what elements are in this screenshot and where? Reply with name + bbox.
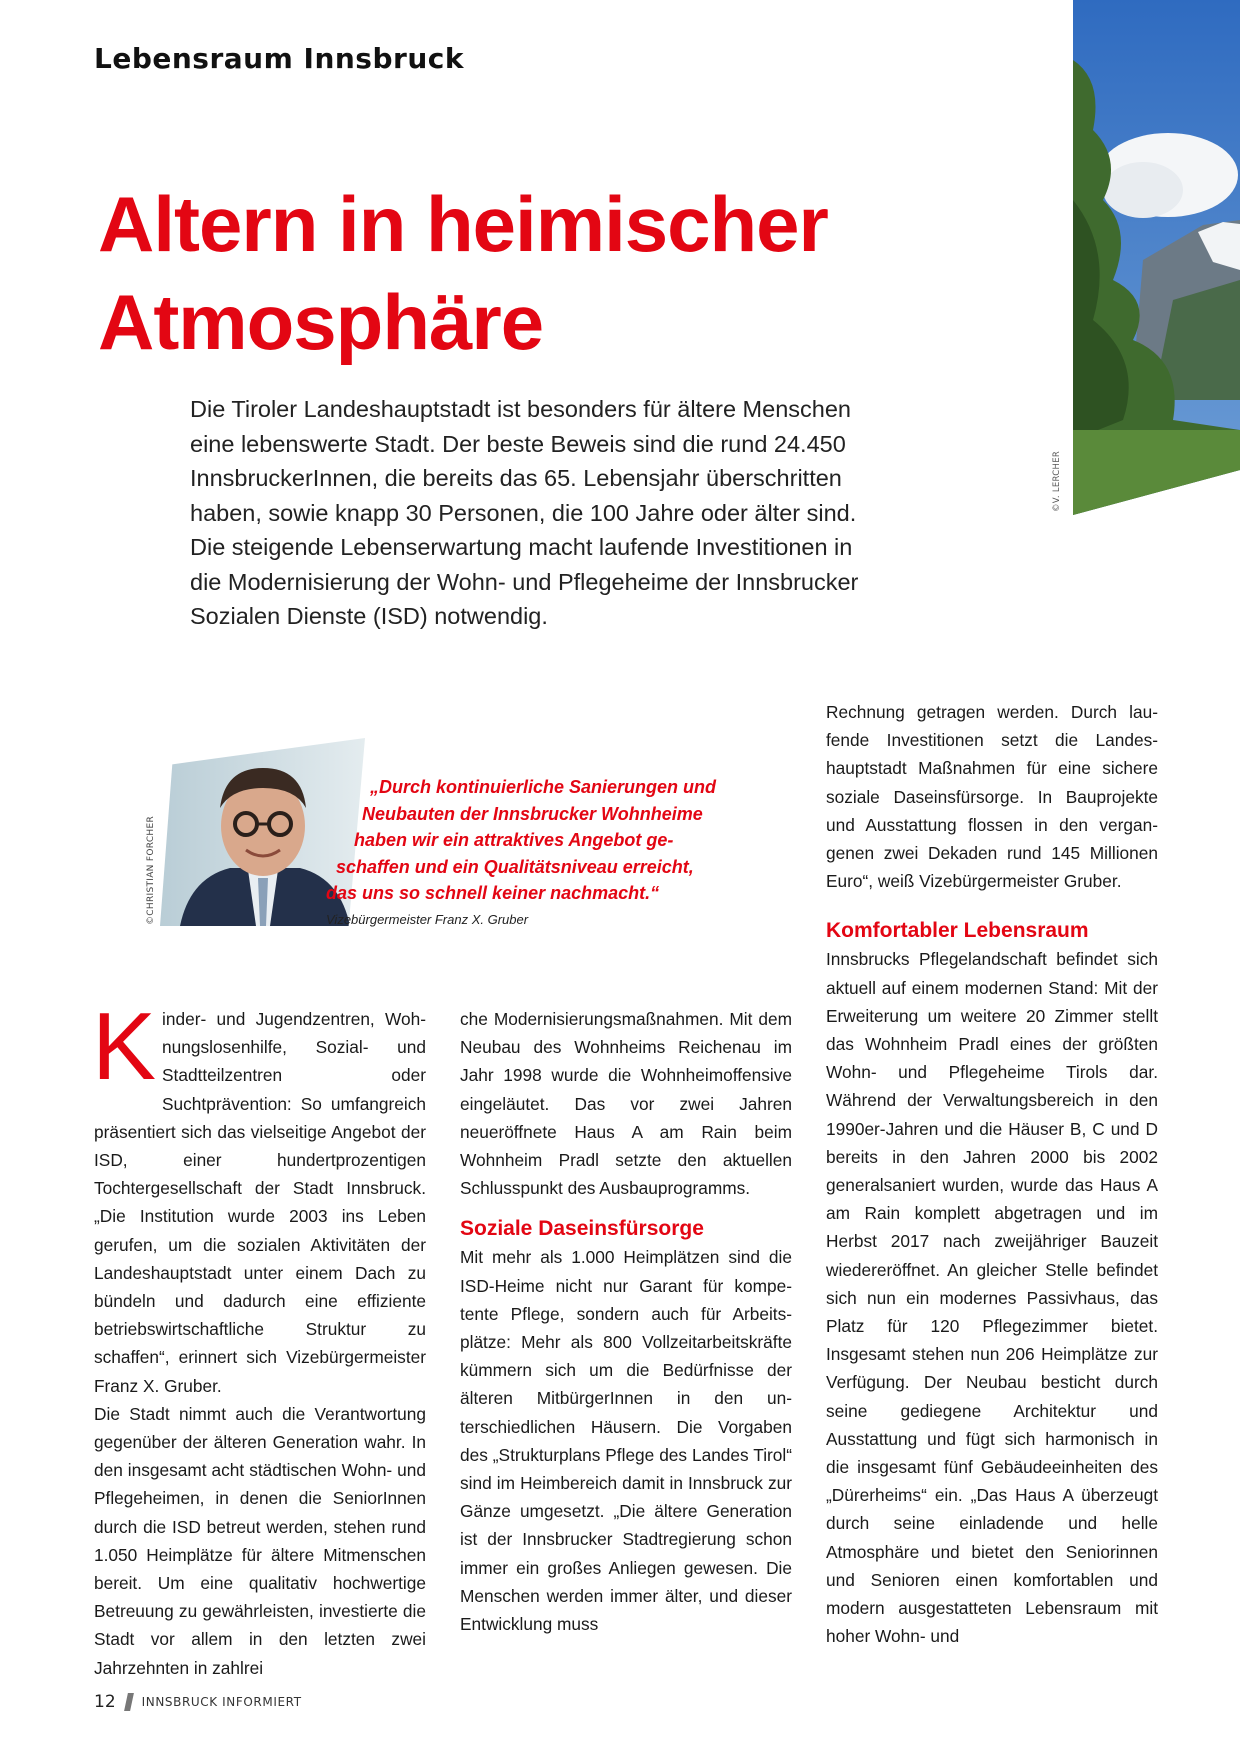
title-line-2: Atmosphäre: [98, 278, 544, 366]
pull-quote: [318, 774, 718, 907]
lead-paragraph: Die Tiroler Landeshauptstadt ist besonders für ältere Menschen eine lebenswerte Stadt. Der beste Beweis sind die rund 24.450 InnsbruckerInnen, die bereits das 65. Lebensjahr überschritten haben, sowie knapp 30 Personen, die 100 Jahre oder älter sind. Die steigende Lebenserwartung macht laufende Investitionen in die Modernisierung der Wohn- und Pflegeheime der Innsbrucker Sozialen Dienste (ISD) notwendig.: [190, 396, 859, 629]
article-title: [98, 175, 828, 371]
page-footer: [94, 1692, 302, 1712]
slash-divider-icon: [124, 1693, 134, 1711]
article-column-2: [460, 1005, 792, 1638]
publication-name: INNSBRUCK INFORMIERT: [141, 1695, 302, 1709]
subheading-soziale-daseinsfuersorge: Soziale Daseinsfürsorge: [460, 1217, 704, 1241]
landscape-photo: [1073, 0, 1240, 515]
body-paragraph: [92, 993, 426, 1400]
quote-line: haben wir ein attraktives Angebot ge-: [354, 830, 674, 850]
page-number: 12: [94, 1692, 116, 1712]
photo-credit-top: ©V. LERCHER: [1052, 450, 1062, 512]
quote-line: schaffen und ein Qualitätsniveau erreicht,: [336, 856, 694, 877]
section-kicker: Lebensraum Innsbruck: [94, 42, 464, 75]
landscape-image-icon: [1073, 0, 1240, 515]
article-column-1: [92, 993, 426, 1682]
body-paragraph: Die Stadt nimmt auch die Verantwortung gegenüber der älteren Generation wahr. In den insgesamt acht städtischen Wohn- und Pflegeheimen, in denen die SeniorInnen durch die ISD betreut werden, stehen rund 1.050 Heimplätze für ältere Mitmenschen bereit. Um eine qualitativ hochwertige Betreuung zu gewährleisten, investierte die Stadt vor allem in den letzten zwei Jahrzehnten in zahlrei: [94, 1403, 426, 1678]
subheading-komfortabler-lebensraum: Komfortabler Lebensraum: [826, 919, 1089, 943]
body-paragraph: Innsbrucks Pflegelandschaft befindet sich aktuell auf einem modernen Stand: Mit der Erweiterung um weitere 20 Zimmer stellt das Wohnheim Pradl eines der größten Wohn- und Pflegeheime Tirols dar. Während der Verwaltungsbereich in den 1990er-Jahren und die Häuser B, C und D bereits in den Jahren 2000 bis 2002 generalsaniert wurden, wurde das Haus A am Rain komplett abgetragen und im Herbst 2017 nach zweijähriger Bauzeit wiedereröffnet. An gleicher Stelle befindet sich nun ein modernes Passivhaus, das Platz für 120 Pflegezimmer bietet. Insgesamt stehen nun 206 Heimplätze zur Verfügung. Der Neubau besticht durch seine gediegene Architektur und Ausstattung und fügt sich harmonisch in die insgesamt fünf Gebäudeeinheiten des „Dürerheims“ ein. „Das Haus A überzeugt durch seine einladende und helle Atmosphäre und bietet den Seniorinnen und Senioren einen komfortablen und modern ausgestatteten Lebensraum mit hoher Wohn- und: [826, 949, 1158, 1647]
body-paragraph: che Modernisierungsmaßnahmen. Mit dem Neubau des Wohnheims Reichenau im Jahr 1998 wurde die Wohnheimoffensive eingeläutet. Das vor zwei Jahren neueröffnete Haus A am Rain beim Wohnheim Pradl setzte den aktuellen Schlusspunkt des Ausbauprogramms.: [460, 1009, 792, 1199]
quote-line: „Durch kontinuierliche Sanierungen und: [370, 777, 717, 797]
quote-line: das uns so schnell keiner nachmacht.“: [326, 883, 660, 903]
photo-credit-portrait: ©CHRISTIAN FORCHER: [146, 815, 156, 925]
drop-cap: K: [92, 993, 157, 1100]
quote-attribution: Vizebürgermeister Franz X. Gruber: [326, 912, 529, 927]
body-paragraph: Mit mehr als 1.000 Heimplätzen sind die ISD-Heime nicht nur Garant für kompetente Pflege, sondern auch für Arbeitsplätze: Mehr als 800 Vollzeitarbeitskräfte kümmern sich um die Bedürfnisse der älteren MitbürgerInnen in den unterschiedlichen Häusern. Die Vorgaben des „Strukturplans Pflege des Landes Tirol“ sind im Heimbereich damit in Innsbruck zur Gänze umgesetzt. „Die ältere Generation ist der Innsbrucker Stadtregierung schon immer ein großes Anliegen gewesen. Die Menschen werden immer älter, und dieser Entwicklung muss: [460, 1247, 792, 1635]
title-line-1: Altern in heimischer: [98, 180, 828, 268]
quote-line: Neubauten der Innsbrucker Wohnheime: [362, 803, 703, 824]
article-column-3: [826, 698, 1158, 1651]
body-paragraph: Rechnung getragen werden. Durch laufende Investitionen setzt die Landeshauptstadt Maßnahmen für eine sichere soziale Daseinsfürsorge. In Bauprojekte und Ausstattung flossen in den vergangenen zwei Dekaden rund 145 Millionen Euro“, weiß Vizebürgermeister Gruber.: [826, 702, 1158, 892]
paragraph-text: inder- und Jugendzentren, Wohnungslosenhilfe, Sozial- und Stadtteilzentren oder Suchtprävention: So umfangreich präsentiert sich das vielseitige Angebot der ISD, einer hundertprozentigen Tochtergesellschaft der Stadt Innsbruck. „Die Institution wurde 2003 ins Leben gerufen, um die sozialen Aktivitäten der Landeshauptstadt unter einem Dach zu bündeln und dadurch eine effiziente betriebswirtschaftliche Struktur zu schaffen“, erinnert sich Vizebürgermeister Franz X. Gruber.: [94, 1009, 426, 1396]
